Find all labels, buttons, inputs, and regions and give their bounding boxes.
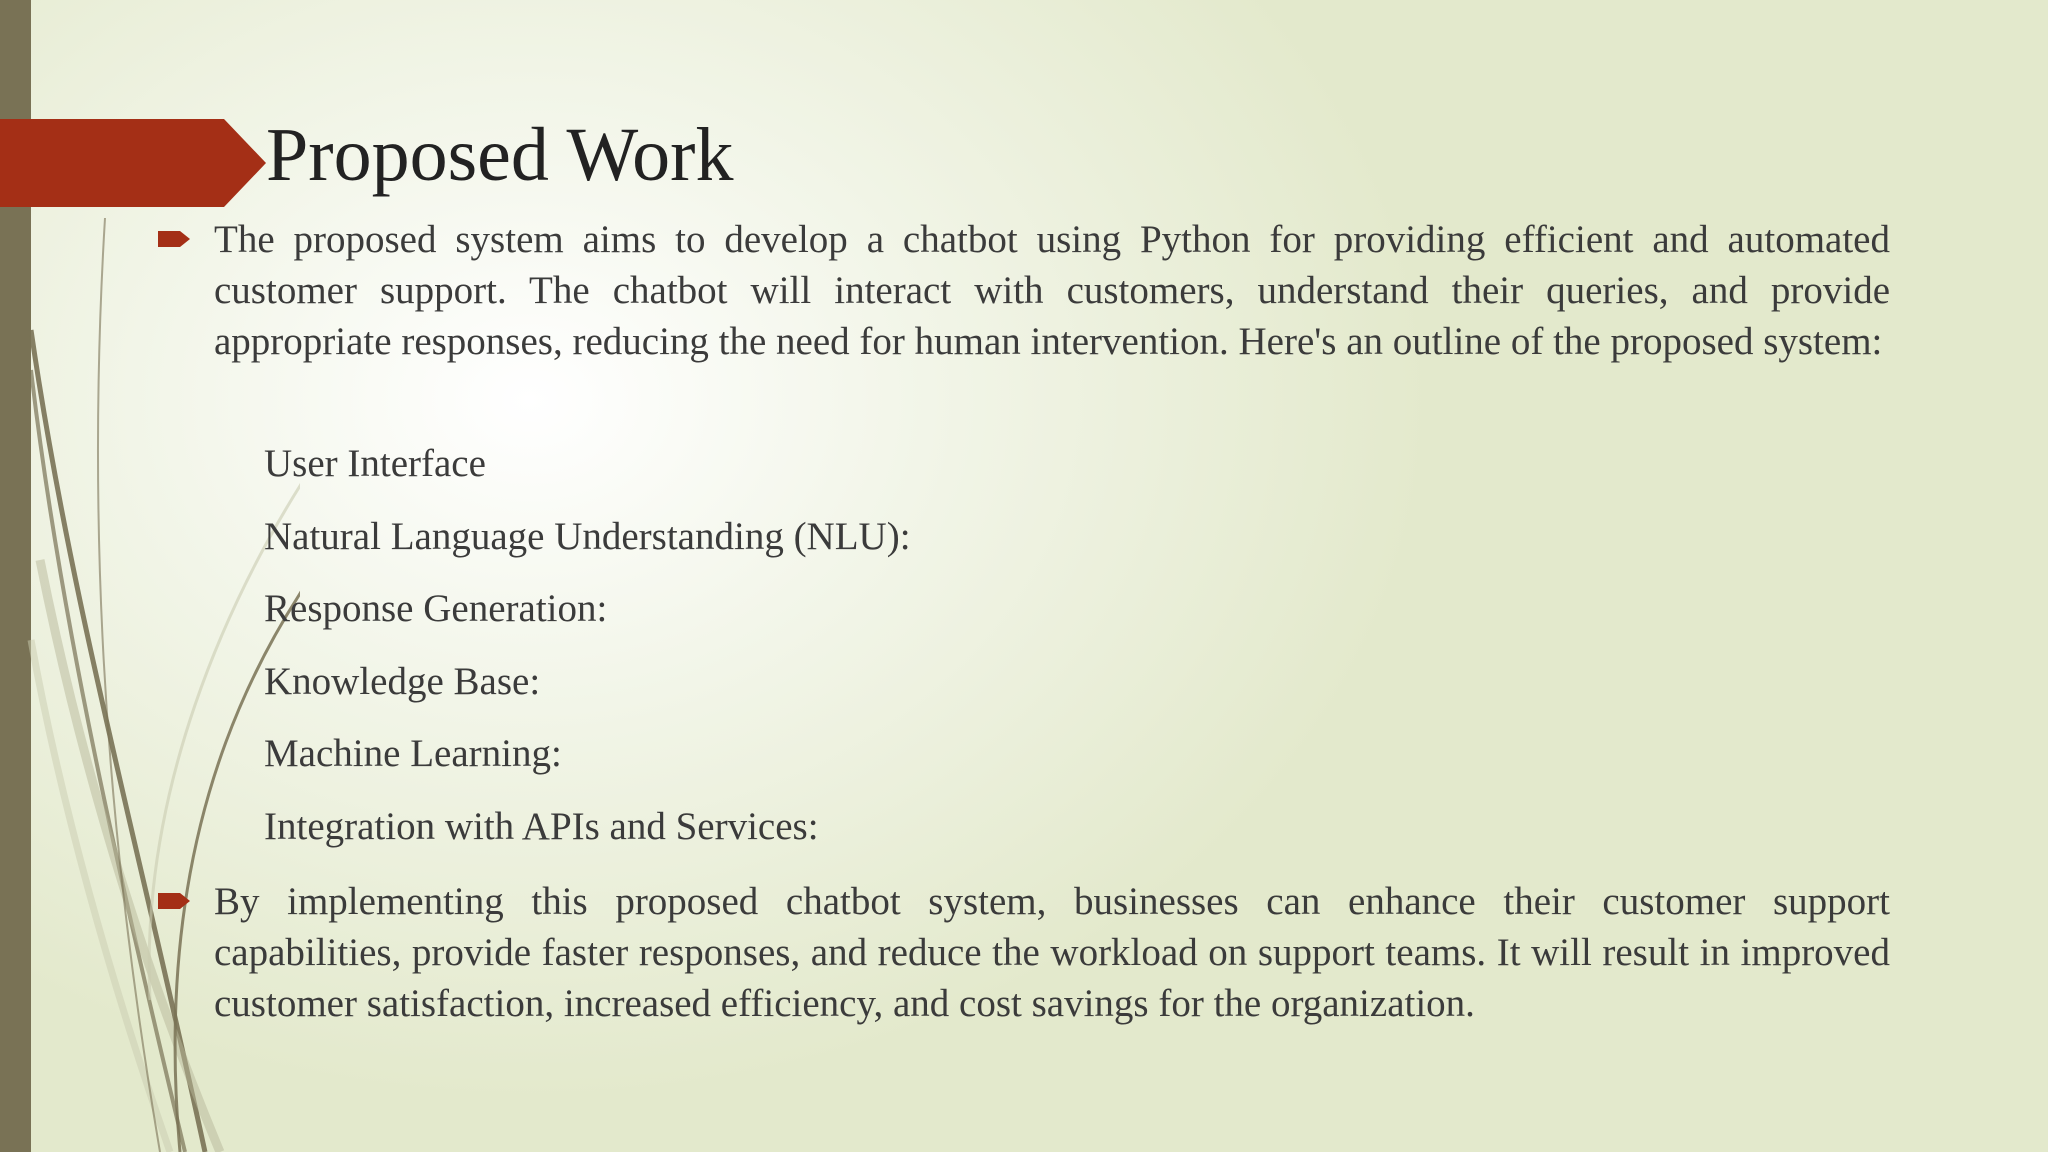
bullet-text: The proposed system aims to develop a chatbot using Python for providing efficient and automated customer support. The chatbot will interact with customers, understand their queries, and provide appropriate responses, reducing the need for human intervention. Here's an outline of the proposed system:: [214, 218, 1890, 363]
sub-item: Integration with APIs and Services:: [264, 804, 819, 848]
sub-item: User Interface: [264, 442, 486, 485]
sub-item-list: [264, 438, 911, 873]
sub-item: Knowledge Base:: [264, 659, 541, 703]
title-chevron-tab: [0, 119, 268, 207]
arrow-bullet-icon: [158, 890, 192, 912]
arrow-bullet-icon: [158, 228, 192, 250]
bullet-point: [214, 876, 1890, 1029]
slide-title: Proposed Work: [266, 113, 734, 197]
bullet-text: By implementing this proposed chatbot system, businesses can enhance their customer support capabilities, provide faster responses, and reduce the workload on support teams. It will result in improved customer satisfaction, increased efficiency, and cost savings for the organization.: [214, 880, 1890, 1025]
sub-item: Natural Language Understanding (NLU):: [264, 514, 911, 558]
bullet-point: [214, 214, 1890, 367]
sub-item: Machine Learning:: [264, 732, 562, 775]
sub-item: Response Generation:: [264, 587, 608, 630]
